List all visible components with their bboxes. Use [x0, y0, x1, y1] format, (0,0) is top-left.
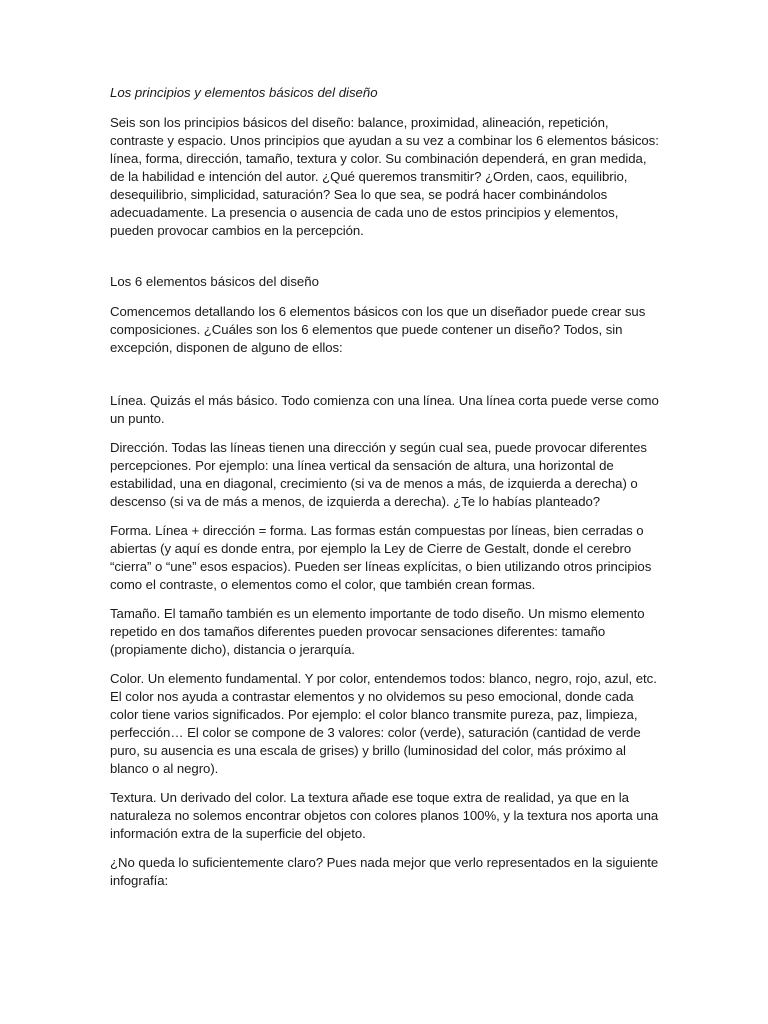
- element-linea-paragraph: Línea. Quizás el más básico. Todo comienza con una línea. Una línea corta puede verse como un punto.: [110, 393, 659, 426]
- document-page: [110, 84, 662, 901]
- closing-paragraph: ¿No queda lo suficientemente claro? Pues nada mejor que verlo representados en la siguiente infografía:: [110, 855, 659, 888]
- element-forma-paragraph: Forma. Línea + dirección = forma. Las formas están compuestas por líneas, bien cerradas o abiertas (y aquí es donde entra, por ejemplo la Ley de Cierre de Gestalt, donde el cerebro “cierra” o “une” esos espacios). Pueden ser líneas explícitas, o bien utilizando otros principios como el contraste, o elementos como el color, que también crean formas.: [110, 523, 652, 592]
- element-tamano-paragraph: Tamaño. El tamaño también es un elemento importante de todo diseño. Un mismo elemento repetido en dos tamaños diferentes pueden provocar sensaciones diferentes: tamaño (propiamente dicho), distancia o jerarquía.: [110, 606, 645, 657]
- element-direccion-paragraph: Dirección. Todas las líneas tienen una dirección y según cual sea, puede provocar diferentes percepciones. Por ejemplo: una línea vertical da sensación de altura, una horizontal de estabilidad, una en diagonal, crecimiento (si va de menos a más, de izquierda a derecha) o descenso (si va de más a menos, de izquierda a derecha). ¿Te lo habías planteado?: [110, 440, 647, 509]
- document-title: Los principios y elementos básicos del diseño: [110, 85, 378, 100]
- section-heading: Los 6 elementos básicos del diseño: [110, 274, 319, 289]
- intro-paragraph: Seis son los principios básicos del diseño: balance, proximidad, alineación, repetición, contraste y espacio. Unos principios que ayudan a su vez a combinar los 6 elementos básicos: línea, forma, dirección, tamaño, textura y color. Su combinación dependerá, en gran medida, de la habilidad e intención del autor. ¿Qué queremos transmitir? ¿Orden, caos, equilibrio, desequilibrio, simplicidad, saturación? Sea lo que sea, se podrá hacer combinándolos adecuadamente. La presencia o ausencia de cada uno de estos principios y elementos, pueden provocar cambios en la percepción.: [110, 115, 659, 238]
- spacer: [110, 368, 662, 392]
- section-intro-paragraph: Comencemos detallando los 6 elementos básicos con los que un diseñador puede crear sus composiciones. ¿Cuáles son los 6 elementos que puede contener un diseño? Todos, sin excepción, disponen de alguno de ellos:: [110, 304, 646, 355]
- element-textura-paragraph: Textura. Un derivado del color. La textura añade ese toque extra de realidad, ya que en la naturaleza no solemos encontrar objetos con colores planos 100%, y la textura nos aporta una información extra de la superficie del objeto.: [110, 790, 659, 841]
- element-color-paragraph: Color. Un elemento fundamental. Y por color, entendemos todos: blanco, negro, rojo, azul, etc. El color nos ayuda a contrastar elementos y no olvidemos su peso emocional, donde cada color tiene varios significados. Por ejemplo: el color blanco transmite pureza, paz, limpieza, perfección… El color se compone de 3 valores: color (verde), saturación (cantidad de verde puro, su ausencia es una escala de grises) y brillo (luminosidad del color, más próximo al blanco o al negro).: [110, 671, 657, 776]
- spacer: [110, 251, 662, 273]
